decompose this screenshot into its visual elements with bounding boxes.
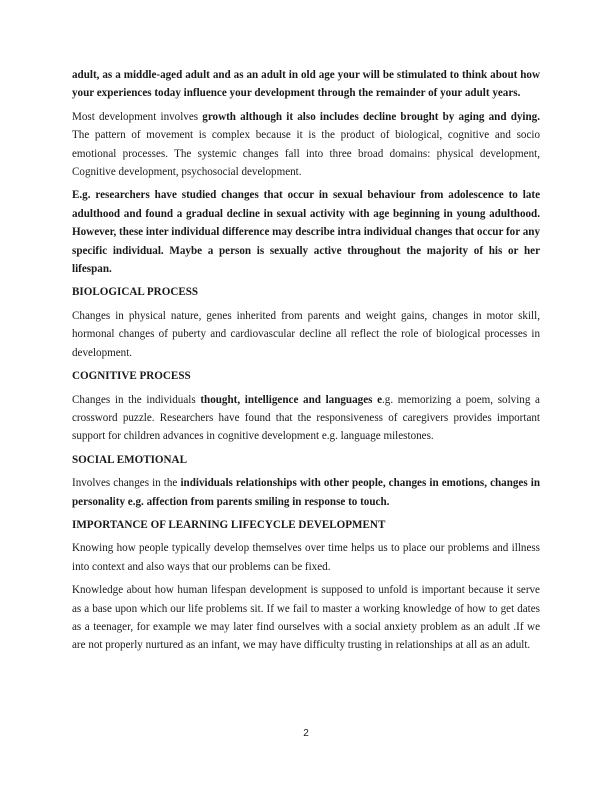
- text: Knowing how people typically develop themselves over time helps us to place our problems and illness into context and also ways that our problems can be fixed.: [72, 542, 540, 573]
- text: Involves changes in the: [72, 477, 181, 490]
- page-number: 2: [303, 728, 309, 739]
- section-heading: [72, 367, 540, 385]
- paragraph: [72, 66, 540, 103]
- bold-text: thought, intelligence and languages e: [200, 393, 383, 406]
- text: Most development involves: [72, 110, 203, 123]
- bold-text: SOCIAL EMOTIONAL: [72, 453, 187, 466]
- bold-text: adult, as a middle-aged adult and as an adult in old age your will be stimulated to think about how your experiences today influence your development through the remainder of your adult years.: [72, 69, 540, 100]
- paragraph: [72, 391, 540, 446]
- paragraph: [72, 108, 540, 182]
- section-heading: [72, 283, 540, 301]
- paragraph: [72, 186, 540, 278]
- paragraph: [72, 581, 540, 655]
- text: .g. memorizing a poem, solving a crossword puzzle. Researchers have found that the responsiveness of caregivers provides important support for children advances in cognitive development e.g. language milestones.: [72, 393, 540, 443]
- bold-text: growth although it also includes decline brought by aging and dying.: [202, 110, 540, 123]
- bold-text: individuals relationships with other people, changes in emotions, changes in personality e.g. affection from parents smiling in response to touch.: [72, 477, 540, 508]
- paragraph: [72, 474, 540, 511]
- paragraph: [72, 539, 540, 576]
- bold-text: COGNITIVE PROCESS: [72, 370, 191, 383]
- paragraph: [72, 307, 540, 362]
- bold-text: IMPORTANCE OF LEARNING LIFECYCLE DEVELOPMENT: [72, 518, 386, 531]
- document-body: [72, 66, 540, 660]
- section-heading: [72, 451, 540, 469]
- bold-text: BIOLOGICAL PROCESS: [72, 286, 199, 299]
- text: The pattern of movement is complex because it is the product of biological, cognitive and socio emotional processes. The systemic changes fall into three broad domains: physical development, Cognitive development, psychosocial development.: [72, 129, 540, 179]
- bold-text: E.g. researchers have studied changes that occur in sexual behaviour from adolescence to late adulthood and found a gradual decline in sexual activity with age beginning in young adulthood. However, these inter individual difference may describe intra individual changes that occur for any specific individual. Maybe a person is sexually active throughout the majority of his or her lifespan.: [72, 189, 540, 276]
- text: Changes in physical nature, genes inherited from parents and weight gains, changes in motor skill, hormonal changes of puberty and cardiovascular decline all reflect the role of biological processes in development.: [72, 309, 540, 359]
- text: Changes in the individuals: [72, 393, 201, 406]
- section-heading: [72, 516, 540, 534]
- text: Knowledge about how human lifespan development is supposed to unfold is important because it serve as a base upon which our life problems sit. If we fail to master a working knowledge of how to get dates as a teenager, for example we may later find ourselves with a social anxiety problem as an adult .If we are not properly nurtured as an infant, we may have difficulty trusting in relationships at all as an adult.: [72, 584, 540, 652]
